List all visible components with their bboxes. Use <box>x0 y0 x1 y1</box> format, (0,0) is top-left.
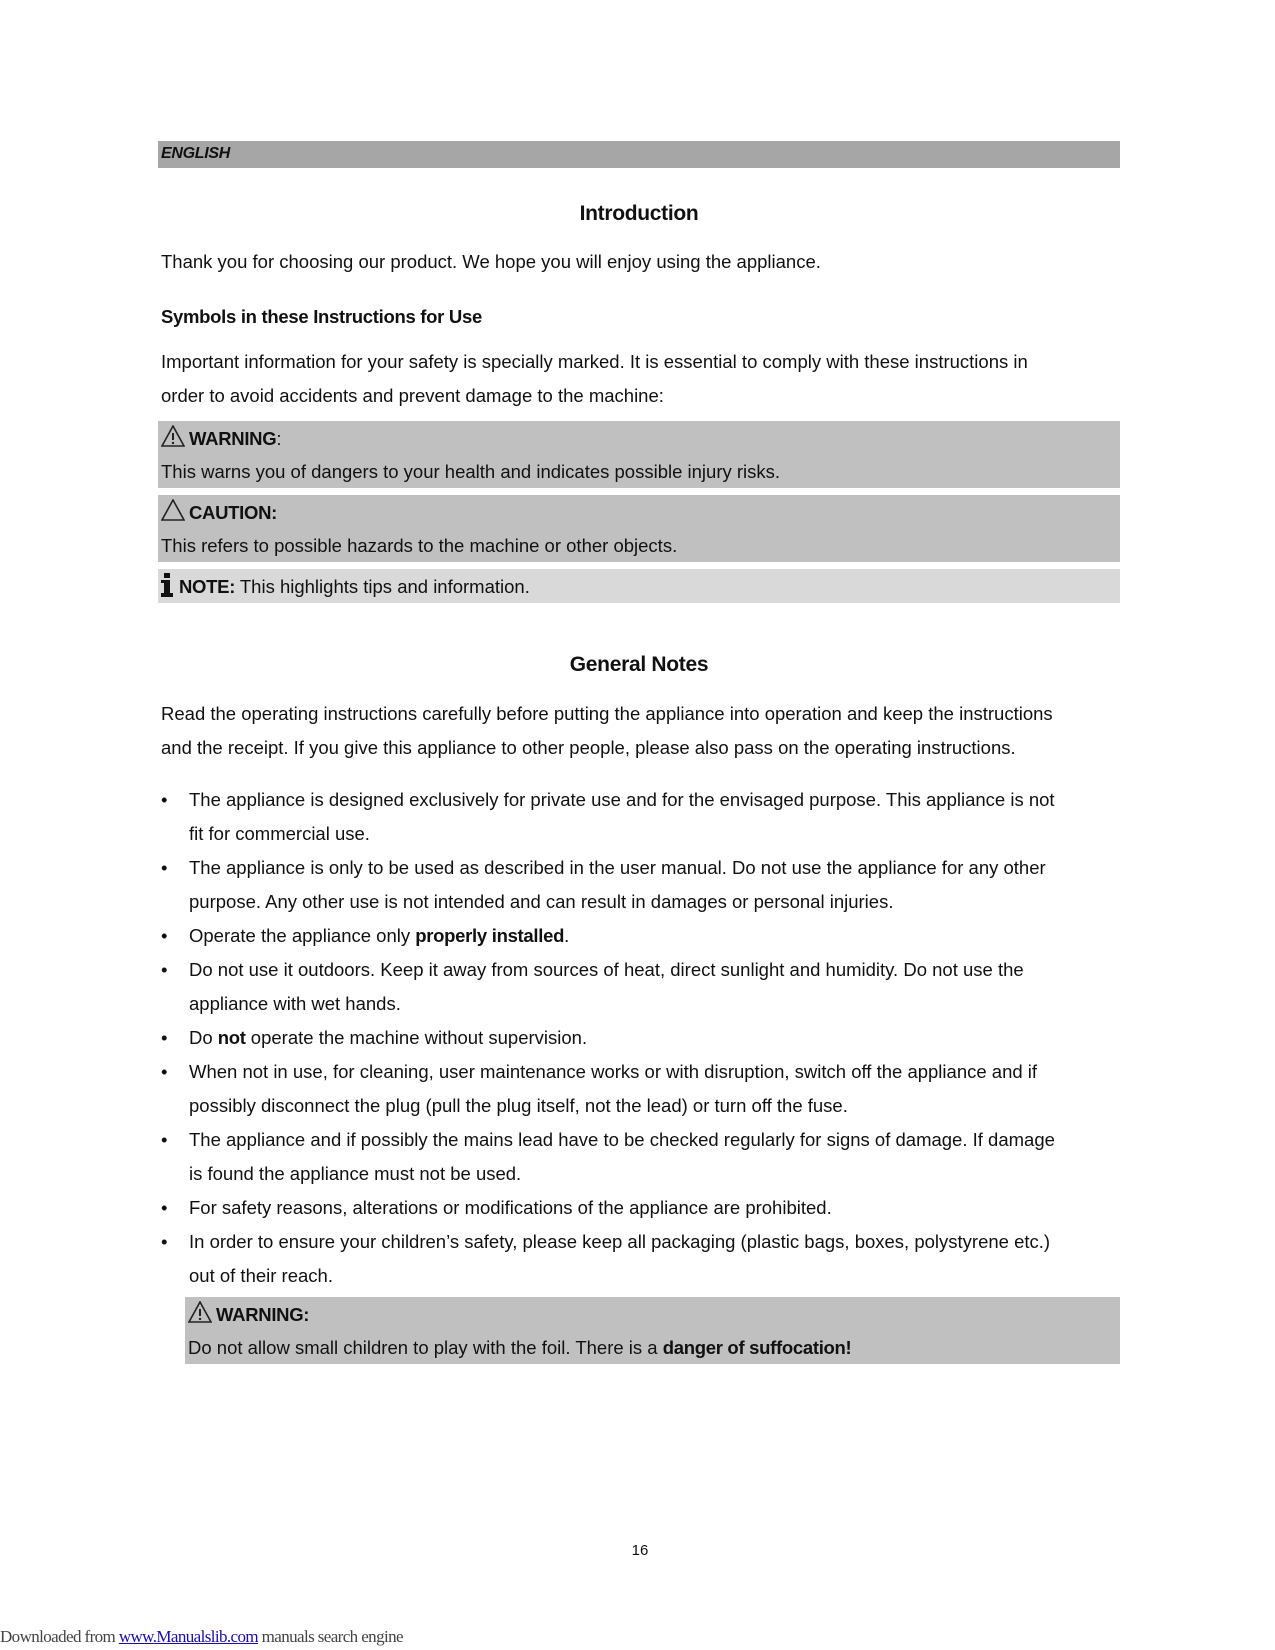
list-item-line: is found the appliance must not be used. <box>189 1163 522 1184</box>
list-item-text: Do <box>189 1027 218 1048</box>
list-item-line: purpose. Any other use is not intended and can result in damages or personal injuries. <box>189 891 894 912</box>
warning-box <box>158 421 1120 488</box>
general-notes-list <box>161 783 1121 1293</box>
list-item-line: fit for commercial use. <box>189 823 370 844</box>
suffocation-warning-plain: Do not allow small children to play with the foil. There is a <box>188 1337 663 1358</box>
language-bar <box>158 141 1120 168</box>
suffocation-warning-label: WARNING: <box>216 1304 310 1325</box>
suffocation-warning-text <box>188 1337 851 1359</box>
suffocation-warning-heading <box>188 1301 309 1326</box>
list-item-emphasis: properly installed <box>415 925 565 946</box>
list-item-line: • In order to ensure your children’s safety, please keep all packaging (plastic bags, boxes, polystyrene etc.) <box>189 1231 1051 1252</box>
caution-heading <box>161 499 277 524</box>
list-item-emphasis: not <box>217 1027 246 1048</box>
list-item-text: Operate the appliance only <box>189 925 416 946</box>
note-label: NOTE: <box>179 576 236 597</box>
language-label: ENGLISH <box>161 145 231 162</box>
introduction-title: Introduction <box>579 202 699 225</box>
warning-text: This warns you of dangers to your health and indicates possible injury risks. <box>161 461 781 482</box>
introduction-thanks: Thank you for choosing our product. We hope you will enjoy using the appliance. <box>161 251 821 272</box>
download-footer <box>0 1627 403 1647</box>
manualslib-link[interactable]: www.Manualslib.com <box>118 1627 259 1646</box>
warning-heading <box>161 425 281 450</box>
caution-triangle-icon <box>161 499 185 521</box>
warning-triangle-icon <box>188 1301 212 1323</box>
list-item <box>161 1225 1121 1293</box>
list-item-line: • For safety reasons, alterations or modifications of the appliance are prohibited. <box>189 1197 832 1218</box>
list-item <box>161 1191 1121 1225</box>
caution-text: This refers to possible hazards to the machine or other objects. <box>161 535 678 556</box>
list-item-line: possibly disconnect the plug (pull the plug itself, not the lead) or turn off the fuse. <box>189 1095 848 1116</box>
list-item-line: • When not in use, for cleaning, user maintenance works or with disruption, switch off the appliance and if <box>189 1061 1038 1082</box>
list-item <box>161 1055 1121 1123</box>
list-item <box>161 783 1121 851</box>
list-item-line: • The appliance is only to be used as described in the user manual. Do not use the appliance for any other <box>189 857 1046 878</box>
list-item <box>161 1021 1121 1055</box>
list-item-line: appliance with wet hands. <box>189 993 401 1014</box>
warning-label: WARNING <box>189 428 277 449</box>
general-notes-intro-line-1: Read the operating instructions carefully before putting the appliance into operation and keep the instructions <box>161 703 1053 724</box>
footer-prefix: Downloaded from <box>0 1627 119 1646</box>
symbols-intro-line-1: Important information for your safety is specially marked. It is essential to comply with these instructions in <box>161 351 1028 372</box>
caution-label: CAUTION: <box>189 502 278 523</box>
list-item <box>161 953 1121 1021</box>
symbols-intro-line-2: order to avoid accidents and prevent damage to the machine: <box>161 385 664 406</box>
suffocation-warning-box <box>185 1297 1120 1364</box>
list-item <box>161 1123 1121 1191</box>
general-notes-intro-line-2: and the receipt. If you give this appliance to other people, please also pass on the operating instructions. <box>161 737 1016 758</box>
list-item-text: . <box>564 925 570 946</box>
list-item <box>161 851 1121 919</box>
list-item-line: • Do not use it outdoors. Keep it away from sources of heat, direct sunlight and humidity. Do not use the <box>189 959 1024 980</box>
note-box <box>158 569 1120 603</box>
warning-colon: : <box>276 428 282 449</box>
symbols-heading: Symbols in these Instructions for Use <box>161 306 482 327</box>
list-item <box>161 919 1121 953</box>
caution-box <box>158 495 1120 562</box>
warning-triangle-icon <box>161 425 185 447</box>
list-item-text: operate the machine without supervision. <box>245 1027 588 1048</box>
general-notes-title: General Notes <box>569 653 709 676</box>
info-icon <box>161 573 173 597</box>
general-notes-intro <box>161 697 1121 765</box>
note-text: This highlights tips and information. <box>235 576 530 597</box>
page-number: 16 <box>631 1542 649 1559</box>
note-line <box>161 573 530 598</box>
list-item-line: • The appliance is designed exclusively for private use and for the envisaged purpose. This appliance is not <box>189 789 1055 810</box>
symbols-intro <box>161 345 1121 413</box>
footer-suffix: manuals search engine <box>258 1627 403 1646</box>
suffocation-warning-emphasis: danger of suffocation! <box>662 1337 852 1358</box>
list-item-line: • The appliance and if possibly the mains lead have to be checked regularly for signs of damage. If damage <box>189 1129 1055 1150</box>
list-item-line: out of their reach. <box>189 1265 333 1286</box>
